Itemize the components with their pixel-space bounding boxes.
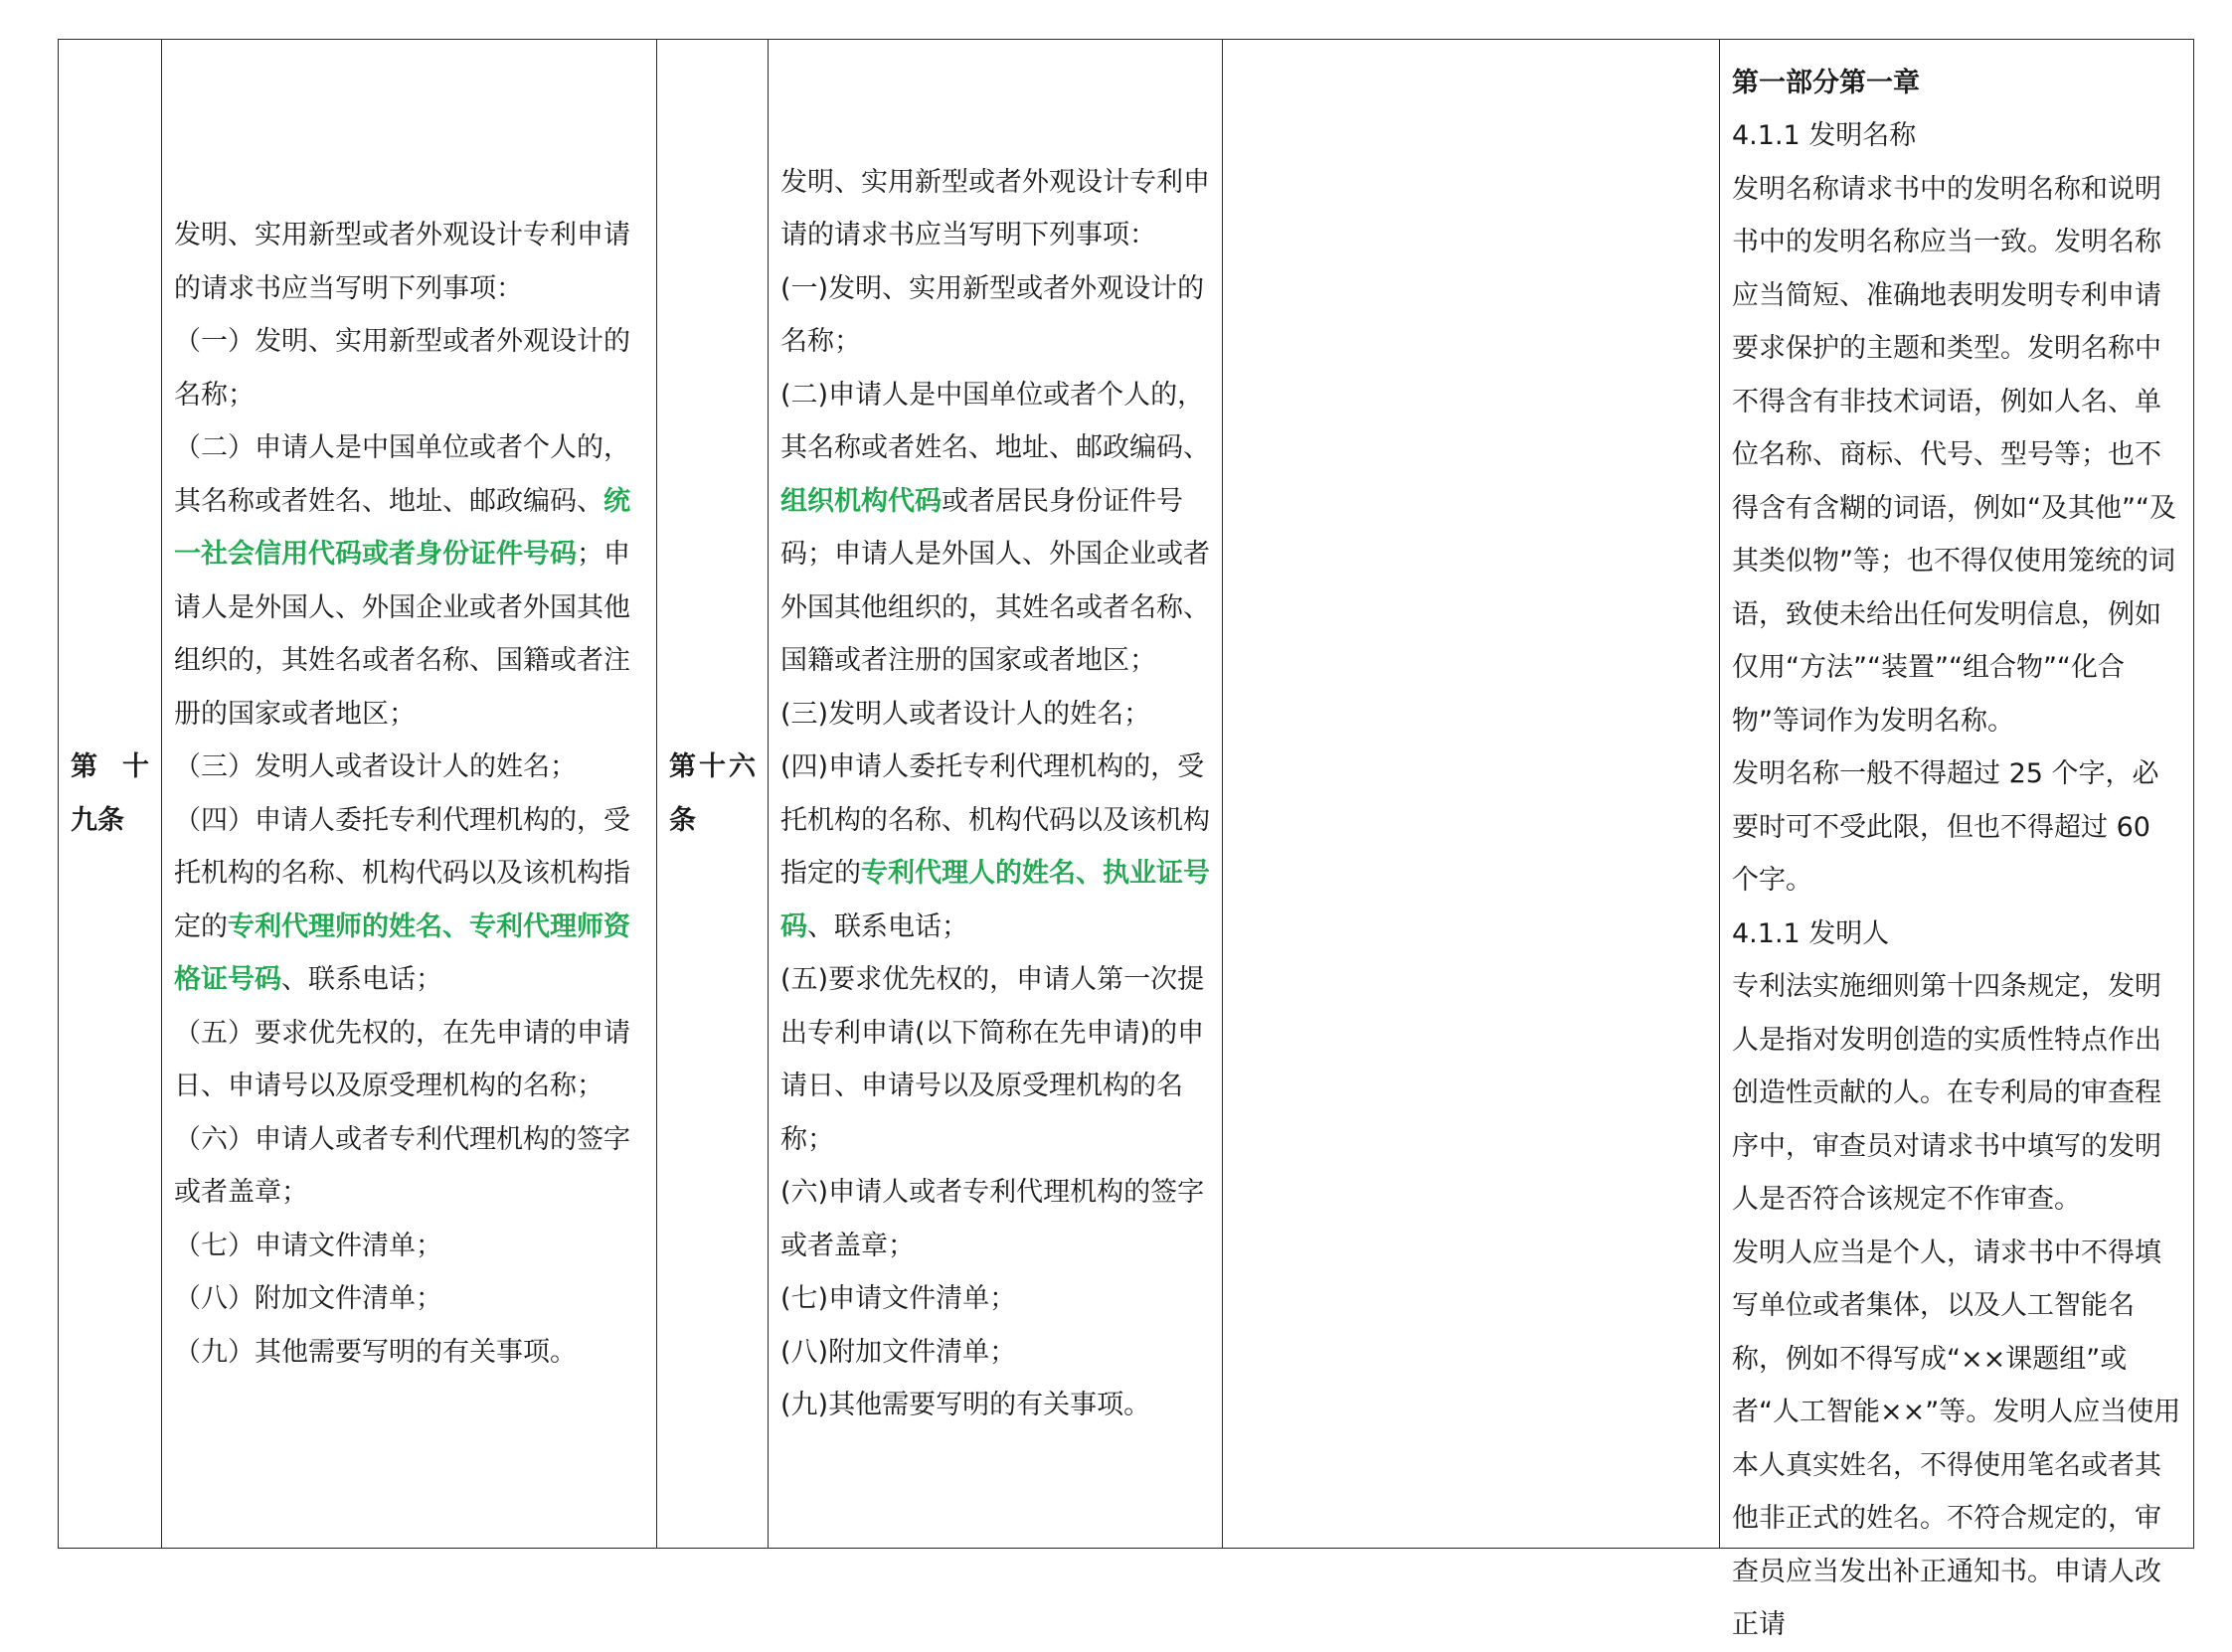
guideline-paragraph: 发明名称请求书中的发明名称和说明书中的发明名称应当一致。发明名称应当简短、准确地表明发明专利申请要求保护的主题和类型。发明名称中不得含有非技术词语，例如人名、单位名称、商标、代号、型号等；也不得含有含糊的词语，例如“及其他”“及其类似物”等；也不得仅使用笼统的词语，致使未给出任何发明信息，例如仅用“方法”“装置”“组合物”“化合物”等词作为发明名称。 [1732, 173, 2176, 737]
right-article-item [780, 262, 1210, 369]
item-text: （七）申请文件清单； [174, 1230, 442, 1261]
item-text: （九）其他需要写明的有关事项。 [174, 1336, 577, 1368]
right-article-item [780, 1379, 1210, 1432]
left-article-item [174, 421, 644, 741]
right-article-number-text: 第十六条 [669, 751, 756, 836]
empty-column [1223, 40, 1720, 1549]
right-article-item [780, 369, 1210, 688]
right-intro: 发明、实用新型或者外观设计专利申请的请求书应当写明下列事项： [780, 166, 1210, 250]
item-text: (二)申请人是中国单位或者个人的，其名称或者姓名、地址、邮政编码、 [780, 379, 1210, 463]
left-article-item [174, 1007, 644, 1113]
left-article-number-text: 第 十 九条 [71, 751, 149, 836]
left-article-item [174, 794, 644, 1007]
item-text-continued: 、联系电话； [807, 910, 968, 942]
item-text: （八）附加文件清单； [174, 1283, 442, 1314]
left-intro: 发明、实用新型或者外观设计专利申请的请求书应当写明下列事项： [174, 220, 630, 304]
highlighted-change: 专利代理人的姓名、执业证号码 [780, 858, 1210, 942]
left-article-number [59, 40, 162, 1549]
highlighted-change: 专利代理师的姓名、专利代理师资格证号码 [174, 910, 630, 995]
item-text: (一)发明、实用新型或者外观设计的名称； [780, 272, 1205, 357]
guideline-paragraph: 专利法实施细则第十四条规定，发明人是指对发明创造的实质性特点作出创造性贡献的人。在专利局的审查程序中，审查员对请求书中填写的发明人是否符合该规定不作审查。 [1732, 971, 2161, 1215]
guideline-paragraph: 发明名称一般不得超过 25 个字，必要时可不受此限，但也不得超过 60 个字。 [1732, 758, 2159, 896]
guideline-column [1720, 40, 2194, 1640]
item-text: （一）发明、实用新型或者外观设计的名称； [174, 326, 630, 411]
guideline-paragraph: 4.1.1 发明名称 [1732, 120, 1917, 151]
right-article-item [780, 953, 1210, 1166]
guideline-paragraph: 4.1.1 发明人 [1732, 917, 1890, 949]
item-text: （二）申请人是中国单位或者个人的，其名称或者姓名、地址、邮政编码、 [174, 432, 630, 517]
item-text: (六)申请人或者专利代理机构的签字或者盖章； [780, 1177, 1205, 1261]
left-article-body [162, 40, 657, 1549]
left-article-item [174, 1220, 644, 1273]
item-text: (九)其他需要写明的有关事项。 [780, 1390, 1151, 1420]
highlighted-change: 组织机构代码 [780, 485, 942, 517]
item-text: (七)申请文件清单； [780, 1283, 1017, 1314]
guideline-paragraphs [1732, 109, 2181, 1652]
left-article-item [174, 315, 644, 421]
guideline-paragraph: 发明人应当是个人，请求书中不得填写单位或者集体，以及人工智能名称，例如不得写成“××课题组”或者“人工智能××”等。发明人应当使用本人真实姓名，不得使用笔名或者其他非正式的姓名。不符合规定的，审查员应当发出补正通知书。申请人改正请 [1732, 1237, 2181, 1640]
item-text: （三）发明人或者设计人的姓名； [174, 751, 577, 782]
item-text: （五）要求优先权的，在先申请的申请日、申请号以及原受理机构的名称； [174, 1017, 630, 1101]
right-items-list [780, 262, 1210, 1432]
left-article-item [174, 1113, 644, 1220]
item-text: （四）申请人委托专利代理机构的，受托机构的名称、机构代码以及该机构指定的 [174, 804, 630, 942]
right-article-body [769, 40, 1223, 1549]
left-article-item [174, 1272, 644, 1326]
right-article-number [657, 40, 769, 1549]
item-text: （六）申请人或者专利代理机构的签字或者盖章； [174, 1123, 630, 1208]
item-text: (八)附加文件清单； [780, 1336, 1017, 1368]
item-text-continued: 或者居民身份证件号码；申请人是外国人、外国企业或者外国其他组织的，其姓名或者名称、国籍或者注册的国家或者地区； [780, 485, 1210, 676]
left-items-list [174, 315, 644, 1379]
right-article-item [780, 1166, 1210, 1272]
highlighted-change: 统一社会信用代码或者身份证件号码 [174, 485, 630, 570]
item-text: (五)要求优先权的，申请人第一次提出专利申请(以下简称在先申请)的申请日、申请号以及原受理机构的名称； [780, 964, 1205, 1155]
left-article-item [174, 741, 644, 794]
item-text: (三)发明人或者设计人的姓名； [780, 698, 1151, 730]
item-text-continued: 、联系电话； [281, 964, 442, 995]
left-article-item [174, 1326, 644, 1380]
item-text: (四)申请人委托专利代理机构的，受托机构的名称、机构代码以及该机构指定的 [780, 751, 1210, 889]
comparison-table [58, 39, 2194, 1640]
right-article-item [780, 741, 1210, 953]
right-article-item [780, 1272, 1210, 1326]
item-text-continued: ；申请人是外国人、外国企业或者外国其他组织的，其姓名或者名称、国籍或者注册的国家或者地区； [174, 539, 630, 730]
right-article-item [780, 688, 1210, 742]
right-article-item [780, 1326, 1210, 1380]
guideline-heading: 第一部分第一章 [1732, 67, 1920, 98]
